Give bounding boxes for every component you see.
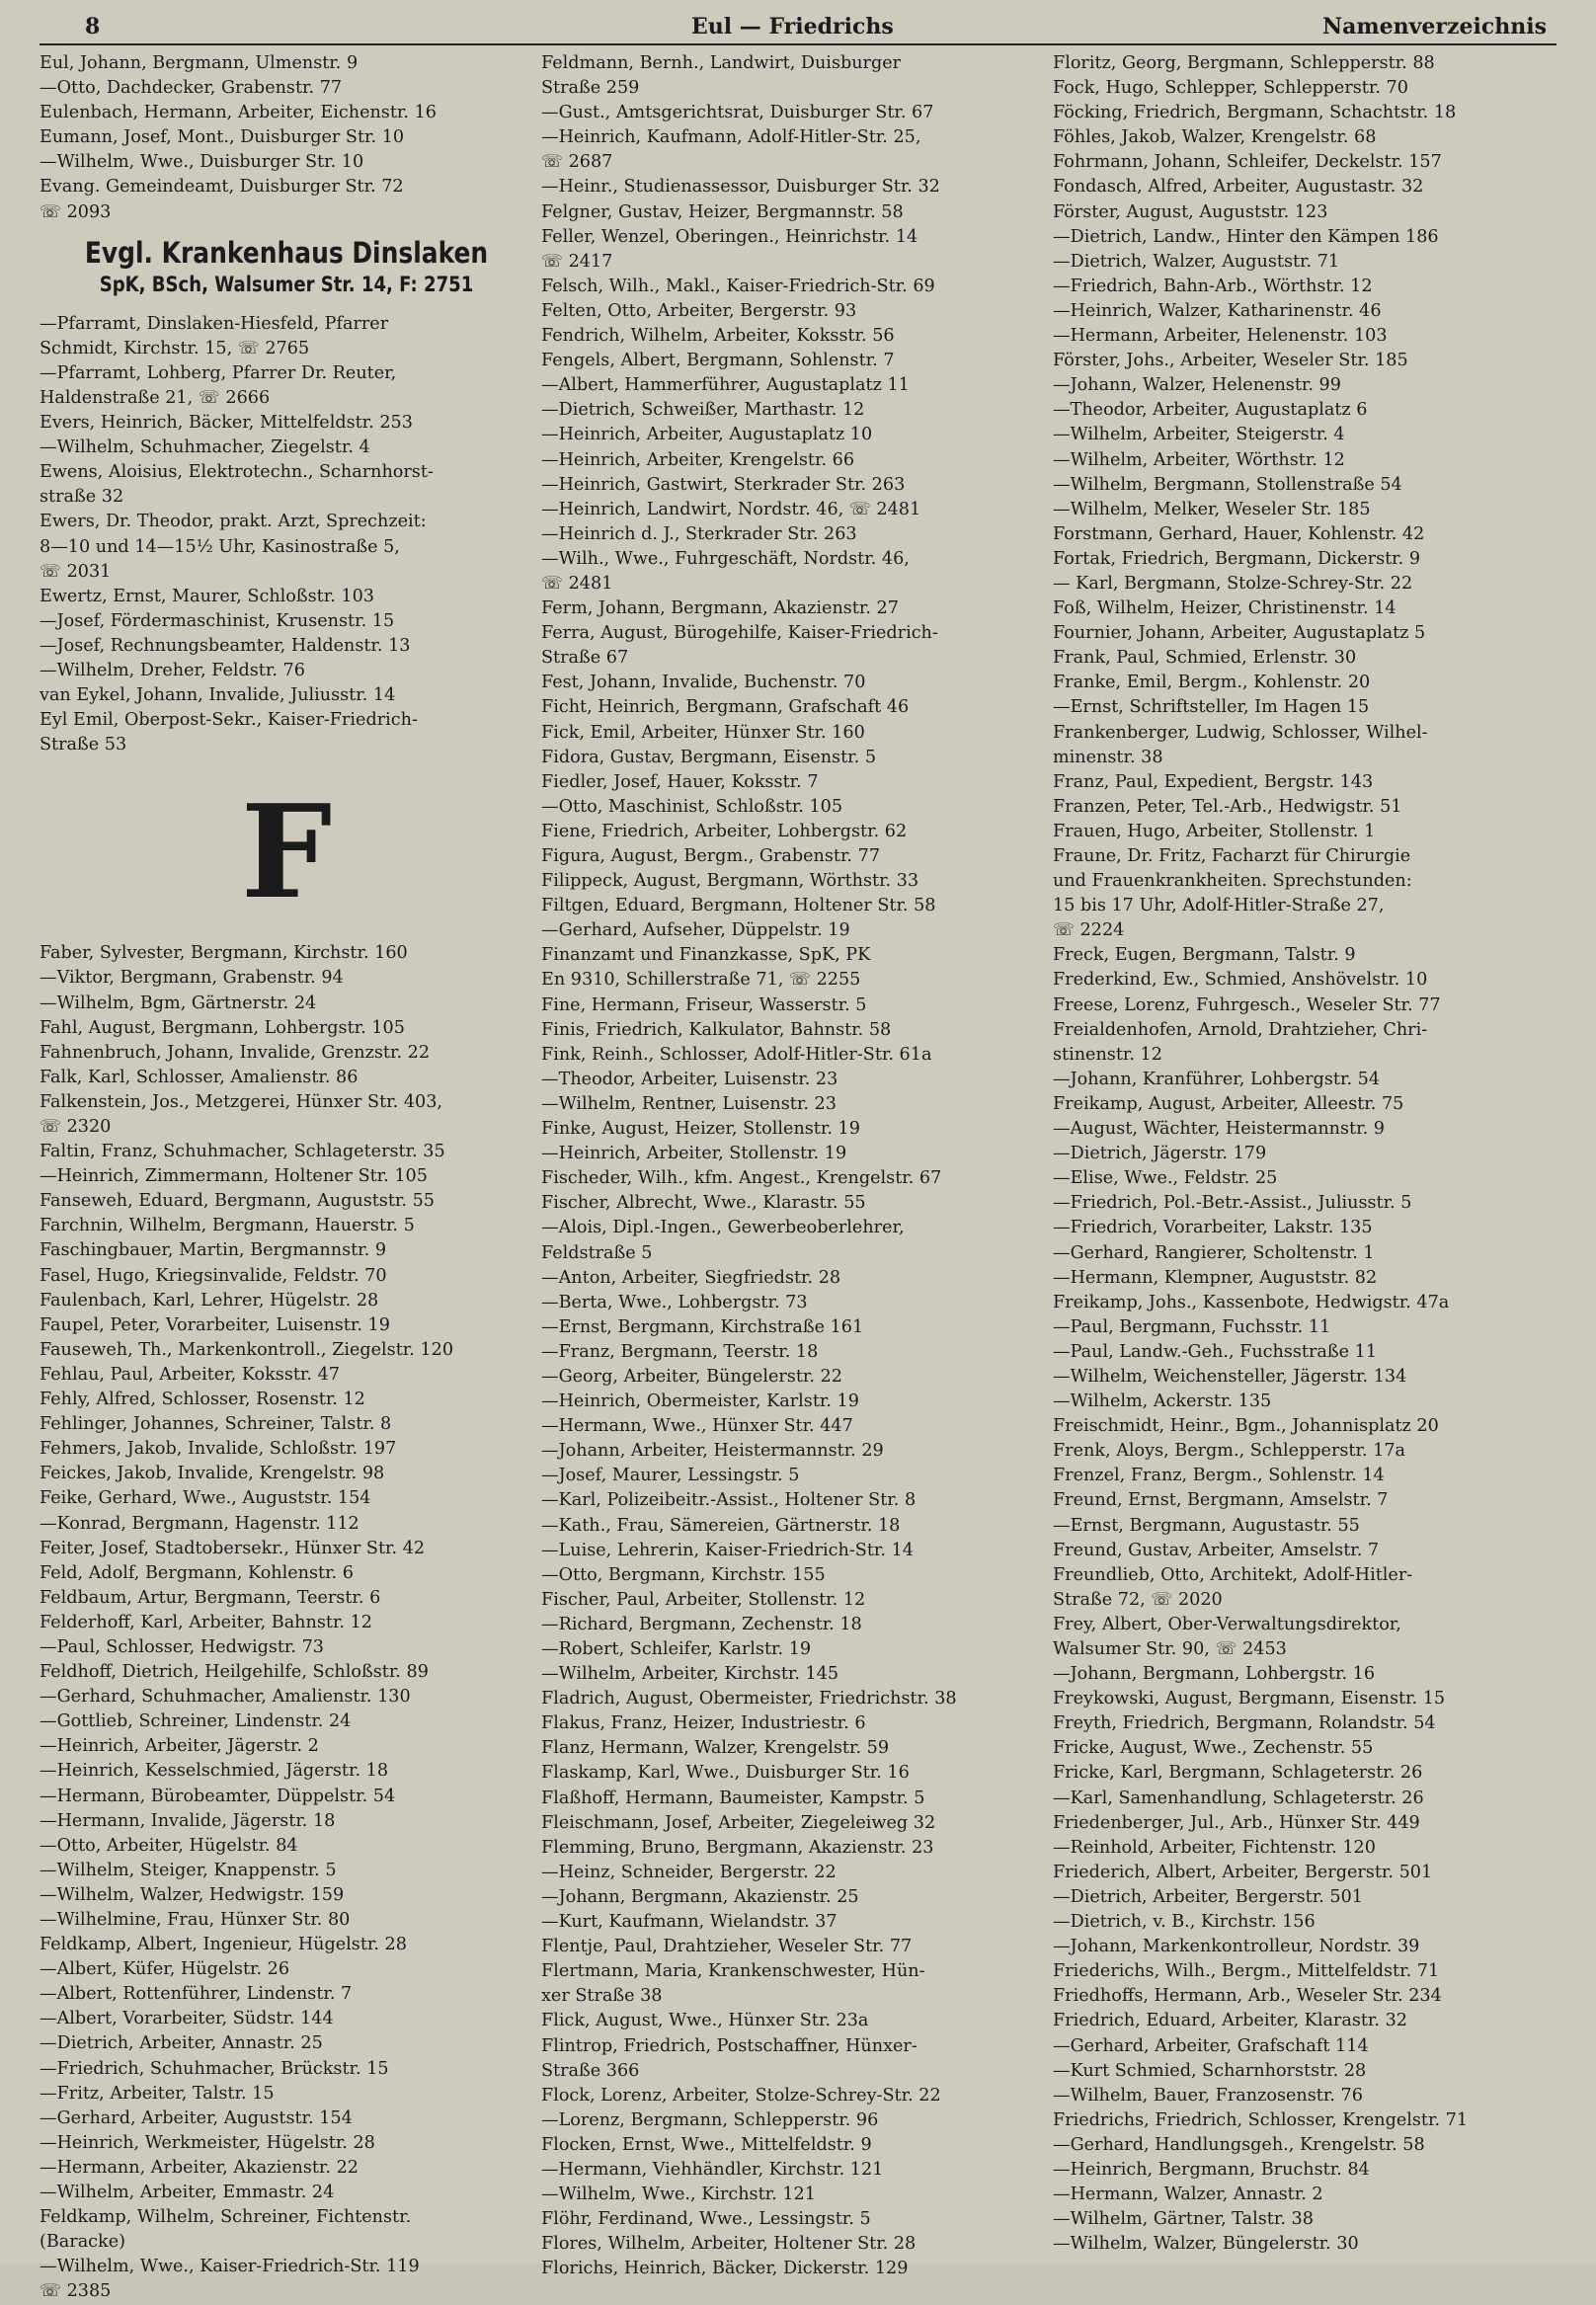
directory-entry: Freikamp, Johs., Kassenbote, Hedwigstr. 47a — [1053, 1292, 1450, 1312]
directory-entry: Foß, Wilhelm, Heizer, Christinenstr. 14 — [1053, 598, 1396, 619]
directory-entry: Freund, Ernst, Bergmann, Amselstr. 7 — [1053, 1490, 1389, 1511]
directory-entry: —Ernst, Schriftsteller, Im Hagen 15 — [1053, 697, 1370, 718]
directory-entry: 15 bis 17 Uhr, Adolf-Hitler-Straße 27, — [1053, 896, 1385, 916]
directory-entry: —Georg, Arbeiter, Büngelerstr. 22 — [541, 1366, 842, 1387]
directory-entry: Fehmers, Jakob, Invalide, Schloßstr. 197 — [40, 1439, 397, 1460]
directory-entry: Friedenberger, Jul., Arb., Hünxer Str. 449 — [1053, 1812, 1420, 1833]
directory-entry: Felten, Otto, Arbeiter, Bergerstr. 93 — [541, 300, 857, 321]
directory-entry: Flaßhoff, Hermann, Baumeister, Kampstr. 5 — [541, 1788, 925, 1808]
directory-entry: minenstr. 38 — [1053, 747, 1163, 767]
directory-entry: —Heinrich, Obermeister, Karlstr. 19 — [541, 1391, 859, 1412]
directory-entry: —Josef, Rechnungsbeamter, Haldenstr. 13 — [40, 635, 411, 656]
directory-entry: Falk, Karl, Schlosser, Amalienstr. 86 — [40, 1067, 359, 1087]
directory-entry: Fladrich, August, Obermeister, Friedrichstr. 38 — [541, 1689, 957, 1709]
directory-entry: —Gust., Amtsgerichtsrat, Duisburger Str. 67 — [541, 103, 934, 123]
directory-entry: Frenk, Aloys, Bergm., Schlepperstr. 17a — [1053, 1441, 1406, 1462]
directory-entry: Freialdenhofen, Arnold, Drahtzieher, Chri- — [1053, 1019, 1428, 1040]
directory-entry: Franke, Emil, Bergm., Kohlenstr. 20 — [1053, 673, 1371, 693]
directory-entry: Flintrop, Friedrich, Postschaffner, Hünxer- — [541, 2035, 918, 2056]
directory-entry: Falkenstein, Jos., Metzgerei, Hünxer Str. 403, — [40, 1091, 443, 1112]
directory-entry: Frenzel, Franz, Bergm., Sohlenstr. 14 — [1053, 1466, 1385, 1486]
directory-entry: Fohrmann, Johann, Schleifer, Deckelstr. 157 — [1053, 152, 1442, 173]
header-section-title: Namenverzeichnis — [1322, 14, 1547, 40]
directory-entry: stinenstr. 12 — [1053, 1044, 1162, 1065]
directory-entry: —Johann, Kranführer, Lohbergstr. 54 — [1053, 1069, 1381, 1089]
directory-entry: —Johann, Walzer, Helenenstr. 99 — [1053, 375, 1341, 396]
directory-entry: —Paul, Schlosser, Hedwigstr. 73 — [40, 1636, 324, 1657]
directory-entry: Flöhr, Ferdinand, Wwe., Lessingstr. 5 — [541, 2209, 871, 2230]
directory-entry: En 9310, Schillerstraße 71, ☏ 2255 — [541, 970, 861, 991]
directory-entry: —Josef, Fördermaschinist, Krusenstr. 15 — [40, 610, 395, 631]
directory-entry: —Josef, Maurer, Lessingstr. 5 — [541, 1466, 800, 1486]
directory-entry: Förster, Johs., Arbeiter, Weseler Str. 185 — [1053, 351, 1408, 371]
directory-entry: Fasel, Hugo, Kriegsinvalide, Feldstr. 70 — [40, 1265, 387, 1286]
directory-entry: —Ernst, Bergmann, Kirchstraße 161 — [541, 1316, 864, 1337]
directory-entry: Feldbaum, Artur, Bergmann, Teerstr. 6 — [40, 1587, 381, 1608]
directory-entry: ☏ 2093 — [40, 201, 112, 222]
directory-entry: Flemming, Bruno, Bergmann, Akazienstr. 23 — [541, 1837, 934, 1858]
directory-entry: —Albert, Rottenführer, Lindenstr. 7 — [40, 1984, 353, 2005]
directory-entry: —Friedrich, Pol.-Betr.-Assist., Juliusstr. 5 — [1053, 1193, 1412, 1214]
directory-entry: Fleischmann, Josef, Arbeiter, Ziegeleiweg 32 — [541, 1812, 936, 1833]
directory-entry: —Karl, Polizeibeitr.-Assist., Holtener Str. 8 — [541, 1490, 917, 1511]
directory-entry: —Wilhelm, Ackerstr. 135 — [1053, 1391, 1272, 1412]
directory-entry: straße 32 — [40, 487, 124, 508]
directory-entry: Föcking, Friedrich, Bergmann, Schachtstr. 18 — [1053, 103, 1457, 123]
directory-entry: —Wilhelmine, Frau, Hünxer Str. 80 — [40, 1910, 351, 1930]
hospital-advert — [40, 235, 533, 298]
directory-entry: Frey, Albert, Ober-Verwaltungsdirektor, — [1053, 1614, 1401, 1634]
directory-entry: —Hermann, Bürobeamter, Düppelstr. 54 — [40, 1786, 396, 1806]
directory-entry: Finanzamt und Finanzkasse, SpK, PK — [541, 945, 871, 966]
directory-entry: —Heinrich, Werkmeister, Hügelstr. 28 — [40, 2132, 375, 2153]
directory-entry: Fink, Reinh., Schlosser, Adolf-Hitler-Str. 61a — [541, 1044, 932, 1065]
directory-entry: Filippeck, August, Bergmann, Wörthstr. 33 — [541, 871, 919, 892]
directory-entry: Fraune, Dr. Fritz, Facharzt für Chirurgie — [1053, 846, 1411, 866]
directory-entry: —Gerhard, Aufseher, Düppelstr. 19 — [541, 920, 850, 941]
directory-entry: —Wilhelm, Weichensteller, Jägerstr. 134 — [1053, 1366, 1407, 1387]
directory-entry: —Heinrich, Arbeiter, Jägerstr. 2 — [40, 1736, 319, 1757]
directory-entry: Friederichs, Wilh., Bergm., Mittelfeldstr. 71 — [1053, 1961, 1440, 1982]
directory-entry: —Wilhelm, Dreher, Feldstr. 76 — [40, 660, 305, 680]
directory-entry: —Heinrich, Arbeiter, Krengelstr. 66 — [541, 449, 855, 470]
directory-entry: Fidora, Gustav, Bergmann, Eisenstr. 5 — [541, 747, 877, 767]
directory-entry: Feike, Gerhard, Wwe., Auguststr. 154 — [40, 1488, 371, 1509]
directory-entry: Faupel, Peter, Vorarbeiter, Luisenstr. 19 — [40, 1314, 390, 1335]
directory-entry: Feickes, Jakob, Invalide, Krengelstr. 98 — [40, 1464, 385, 1484]
directory-entry: —Robert, Schleifer, Karlstr. 19 — [541, 1639, 812, 1659]
directory-entry: 8—10 und 14—15½ Uhr, Kasinostraße 5, — [40, 536, 400, 557]
directory-entry: —Dietrich, Arbeiter, Annastr. 25 — [40, 2033, 323, 2054]
directory-entry: Forstmann, Gerhard, Hauer, Kohlenstr. 42 — [1053, 523, 1425, 544]
page-number: 8 — [85, 14, 101, 40]
directory-entry: —Otto, Dachdecker, Grabenstr. 77 — [40, 78, 343, 99]
directory-entry: Evang. Gemeindeamt, Duisburger Str. 72 — [40, 177, 404, 198]
directory-entry: Freischmidt, Heinr., Bgm., Johannisplatz 20 — [1053, 1416, 1439, 1437]
directory-entry: Faschingbauer, Martin, Bergmannstr. 9 — [40, 1240, 387, 1261]
directory-entry: Florichs, Heinrich, Bäcker, Dickerstr. 129 — [541, 2259, 909, 2279]
directory-entry: Ewers, Dr. Theodor, prakt. Arzt, Sprechzeit: — [40, 512, 427, 532]
directory-entry: Flores, Wilhelm, Arbeiter, Holtener Str. 28 — [541, 2234, 917, 2255]
page-header — [40, 10, 1556, 45]
directory-entry: —Wilhelm, Bergmann, Stollenstraße 54 — [1053, 474, 1402, 495]
column-1-entries-a — [40, 51, 533, 225]
directory-entry: —Heinrich, Kaufmann, Adolf-Hitler-Str. 25, — [541, 127, 921, 148]
directory-entry: —Wilhelm, Wwe., Duisburger Str. 10 — [40, 152, 364, 173]
directory-entry: —Elise, Wwe., Feldstr. 25 — [1053, 1168, 1278, 1189]
directory-entry: Ewens, Aloisius, Elektrotechn., Scharnhorst- — [40, 462, 434, 483]
directory-entry: —Hermann, Walzer, Annastr. 2 — [1053, 2185, 1323, 2205]
directory-entry: —Luise, Lehrerin, Kaiser-Friedrich-Str. 14 — [541, 1540, 914, 1560]
directory-entry: Ewertz, Ernst, Maurer, Schloßstr. 103 — [40, 586, 374, 606]
directory-entry: —Reinhold, Arbeiter, Fichtenstr. 120 — [1053, 1837, 1376, 1858]
directory-entry: —Johann, Bergmann, Akazienstr. 25 — [541, 1886, 859, 1907]
directory-entry: —Wilhelm, Arbeiter, Kirchstr. 145 — [541, 1664, 839, 1685]
directory-entry: —Kath., Frau, Sämereien, Gärtnerstr. 18 — [541, 1515, 901, 1536]
directory-entry: Fahl, August, Bergmann, Lohbergstr. 105 — [40, 1017, 405, 1038]
directory-entry: —Friedrich, Vorarbeiter, Lakstr. 135 — [1053, 1218, 1373, 1238]
directory-entry: Feldmann, Bernh., Landwirt, Duisburger — [541, 53, 902, 73]
directory-entry: Freck, Eugen, Bergmann, Talstr. 9 — [1053, 945, 1356, 966]
directory-entry: Straße 366 — [541, 2060, 640, 2081]
directory-entry: Eyl Emil, Oberpost-Sekr., Kaiser-Friedrich- — [40, 710, 418, 731]
directory-entry: Fiene, Friedrich, Arbeiter, Lohbergstr. 62 — [541, 821, 908, 841]
directory-entry: —Richard, Bergmann, Zechenstr. 18 — [541, 1614, 862, 1634]
header-range: Eul — Friedrichs — [691, 14, 894, 40]
directory-entry: —Dietrich, Arbeiter, Bergerstr. 501 — [1053, 1886, 1363, 1907]
directory-entry: (Baracke) — [40, 2232, 125, 2253]
directory-entry: —Ernst, Bergmann, Augustastr. 55 — [1053, 1515, 1360, 1536]
directory-entry: Fehlau, Paul, Arbeiter, Koksstr. 47 — [40, 1364, 340, 1385]
directory-entry: Franzen, Peter, Tel.-Arb., Hedwigstr. 51 — [1053, 796, 1402, 817]
directory-entry: Flaskamp, Karl, Wwe., Duisburger Str. 16 — [541, 1763, 910, 1784]
directory-entry: Förster, August, Auguststr. 123 — [1053, 201, 1328, 222]
directory-entry: Frankenberger, Ludwig, Schlosser, Wilhel- — [1053, 722, 1428, 743]
directory-entry: Figura, August, Bergm., Grabenstr. 77 — [541, 846, 881, 866]
directory-entry: Fortak, Friedrich, Bergmann, Dickerstr. 9 — [1053, 548, 1421, 569]
directory-entry: —August, Wächter, Heistermannstr. 9 — [1053, 1119, 1385, 1140]
column-3 — [1053, 51, 1556, 2257]
directory-entry: —Heinrich, Arbeiter, Stollenstr. 19 — [541, 1144, 847, 1164]
directory-entry: —Friedrich, Bahn-Arb., Wörthstr. 12 — [1053, 276, 1373, 296]
section-letter: F — [240, 776, 333, 928]
directory-entry: —Wilhelm, Steiger, Knappenstr. 5 — [40, 1860, 337, 1880]
directory-entry: —Viktor, Bergmann, Grabenstr. 94 — [40, 968, 344, 989]
directory-entry: Friedrichs, Friedrich, Schlosser, Krengelstr. 71 — [1053, 2109, 1469, 2130]
directory-entry: Ficht, Heinrich, Bergmann, Grafschaft 46 — [541, 697, 910, 718]
directory-entry: Fauseweh, Th., Markenkontroll., Ziegelstr. 120 — [40, 1339, 454, 1360]
directory-entry: Faulenbach, Karl, Lehrer, Hügelstr. 28 — [40, 1290, 379, 1311]
directory-entry: Farchnin, Wilhelm, Bergmann, Hauerstr. 5 — [40, 1216, 415, 1236]
directory-entry: Friedrich, Eduard, Arbeiter, Klarastr. 32 — [1053, 2011, 1407, 2031]
directory-entry: Filtgen, Eduard, Bergmann, Holtener Str. 58 — [541, 896, 936, 916]
advert-details: SpK, BSch, Walsumer Str. 14, F: 2751 — [99, 272, 474, 296]
directory-entry: —Otto, Arbeiter, Hügelstr. 84 — [40, 1835, 298, 1856]
directory-entry: —Wilhelm, Rentner, Luisenstr. 23 — [541, 1093, 837, 1114]
directory-entry: Eulenbach, Hermann, Arbeiter, Eichenstr. 16 — [40, 103, 437, 123]
advert-title: Evgl. Krankenhaus Dinslaken — [84, 235, 489, 270]
directory-entry: —Heinrich, Walzer, Katharinenstr. 46 — [1053, 300, 1382, 321]
directory-entry: Faber, Sylvester, Bergmann, Kirchstr. 160 — [40, 943, 408, 964]
directory-entry: —Hermann, Viehhändler, Kirchstr. 121 — [541, 2159, 884, 2180]
directory-entry: xer Straße 38 — [541, 1986, 663, 2007]
directory-entry: Freese, Lorenz, Fuhrgesch., Weseler Str. 77 — [1053, 994, 1441, 1015]
directory-entry: —Lorenz, Bergmann, Schlepperstr. 96 — [541, 2109, 879, 2130]
directory-entry: —Wilhelm, Bgm, Gärtnerstr. 24 — [40, 993, 317, 1013]
directory-entry: Straße 72, ☏ 2020 — [1053, 1589, 1223, 1610]
directory-entry: Straße 67 — [541, 648, 629, 669]
directory-entry: Felgner, Gustav, Heizer, Bergmannstr. 58 — [541, 201, 904, 222]
directory-entry: Fehly, Alfred, Schlosser, Rosenstr. 12 — [40, 1390, 365, 1410]
directory-entry: —Theodor, Arbeiter, Augustaplatz 6 — [1053, 400, 1368, 421]
directory-entry: —Dietrich, Landw., Hinter den Kämpen 186 — [1053, 226, 1439, 247]
directory-entry: Flock, Lorenz, Arbeiter, Stolze-Schrey-Str. 22 — [541, 2085, 941, 2106]
directory-entry: ☏ 2687 — [541, 152, 613, 173]
directory-entry: —Wilhelm, Arbeiter, Wörthstr. 12 — [1053, 449, 1345, 470]
directory-entry: Freykowski, August, Bergmann, Eisenstr. 15 — [1053, 1689, 1446, 1709]
directory-entry: Schmidt, Kirchstr. 15, ☏ 2765 — [40, 338, 310, 358]
directory-entry: —Wilhelm, Wwe., Kaiser-Friedrich-Str. 119 — [40, 2257, 420, 2277]
directory-entry: —Johann, Arbeiter, Heistermannstr. 29 — [541, 1441, 884, 1462]
directory-entry: —Heinrich, Landwirt, Nordstr. 46, ☏ 2481 — [541, 499, 921, 519]
directory-entry: —Otto, Maschinist, Schloßstr. 105 — [541, 796, 843, 817]
directory-entry: Eumann, Josef, Mont., Duisburger Str. 10 — [40, 127, 405, 148]
directory-entry: —Wilh., Wwe., Fuhrgeschäft, Nordstr. 46, — [541, 548, 910, 569]
directory-entry: Felsch, Wilh., Makl., Kaiser-Friedrich-Str. 69 — [541, 276, 935, 296]
directory-entry: Franz, Paul, Expedient, Bergstr. 143 — [1053, 771, 1374, 792]
directory-entry: —Heinz, Schneider, Bergerstr. 22 — [541, 1862, 837, 1882]
directory-entry: Faltin, Franz, Schuhmacher, Schlageterstr. 35 — [40, 1142, 445, 1162]
directory-entry: Fiedler, Josef, Hauer, Koksstr. 7 — [541, 771, 819, 792]
directory-entry: —Hermann, Arbeiter, Akazienstr. 22 — [40, 2157, 359, 2178]
directory-entry: ☏ 2031 — [40, 561, 112, 582]
directory-entry: Finis, Friedrich, Kalkulator, Bahnstr. 58 — [541, 1019, 892, 1040]
directory-entry: ☏ 2417 — [541, 251, 613, 272]
directory-entry: Feldhoff, Dietrich, Heilgehilfe, Schloßstr. 89 — [40, 1662, 429, 1683]
directory-entry: Freund, Gustav, Arbeiter, Amselstr. 7 — [1053, 1540, 1380, 1560]
directory-entry: —Pfarramt, Dinslaken-Hiesfeld, Pfarrer — [40, 313, 389, 334]
directory-entry: Evers, Heinrich, Bäcker, Mittelfeldstr. 253 — [40, 413, 413, 434]
directory-entry: van Eykel, Johann, Invalide, Juliusstr. 14 — [40, 685, 396, 706]
directory-entry: Fournier, Johann, Arbeiter, Augustaplatz 5 — [1053, 623, 1426, 644]
directory-entry: —Hermann, Invalide, Jägerstr. 18 — [40, 1810, 336, 1831]
directory-entry: —Wilhelm, Bauer, Franzosenstr. 76 — [1053, 2085, 1363, 2106]
directory-entry: Feller, Wenzel, Oberingen., Heinrichstr. 14 — [541, 226, 918, 247]
column-1-entries-c — [40, 941, 533, 2304]
directory-entry: —Dietrich, Walzer, Auguststr. 71 — [1053, 251, 1340, 272]
directory-entry: —Albert, Hammerführer, Augustaplatz 11 — [541, 375, 910, 396]
directory-entry: —Hermann, Arbeiter, Helenenstr. 103 — [1053, 326, 1388, 347]
directory-entry: —Dietrich, v. B., Kirchstr. 156 — [1053, 1912, 1316, 1933]
directory-entry: —Paul, Landw.-Geh., Fuchsstraße 11 — [1053, 1341, 1378, 1362]
directory-entry: Fanseweh, Eduard, Bergmann, Auguststr. 55 — [40, 1191, 435, 1212]
directory-entry: —Gerhard, Handlungsgeh., Krengelstr. 58 — [1053, 2134, 1425, 2155]
directory-entry: Friederich, Albert, Arbeiter, Bergerstr. 501 — [1053, 1862, 1433, 1882]
directory-entry: Fine, Hermann, Friseur, Wasserstr. 5 — [541, 994, 867, 1015]
directory-entry: —Kurt Schmied, Scharnhorststr. 28 — [1053, 2060, 1367, 2081]
directory-entry: —Wilhelm, Gärtner, Talstr. 38 — [1053, 2209, 1314, 2230]
directory-entry: —Wilhelm, Walzer, Hedwigstr. 159 — [40, 1884, 345, 1905]
directory-entry: —Berta, Wwe., Lohbergstr. 73 — [541, 1292, 808, 1312]
directory-entry: Fischeder, Wilh., kfm. Angest., Krengelstr. 67 — [541, 1168, 942, 1189]
directory-entry: Eul, Johann, Bergmann, Ulmenstr. 9 — [40, 53, 359, 73]
directory-entry: —Heinrich, Gastwirt, Sterkrader Str. 263 — [541, 474, 906, 495]
directory-entry: ☏ 2320 — [40, 1117, 112, 1137]
directory-entry: —Heinrich d. J., Sterkrader Str. 263 — [541, 523, 857, 544]
directory-entry: Fehlinger, Johannes, Schreiner, Talstr. 8 — [40, 1414, 392, 1435]
directory-entry: —Heinrich, Bergmann, Bruchstr. 84 — [1053, 2159, 1370, 2180]
directory-entry: Fahnenbruch, Johann, Invalide, Grenzstr. 22 — [40, 1042, 431, 1063]
directory-entry: —Hermann, Wwe., Hünxer Str. 447 — [541, 1416, 853, 1437]
directory-entry: —Dietrich, Jägerstr. 179 — [1053, 1144, 1267, 1164]
directory-entry: Fendrich, Wilhelm, Arbeiter, Koksstr. 56 — [541, 326, 895, 347]
directory-entry: Ferm, Johann, Bergmann, Akazienstr. 27 — [541, 598, 899, 619]
directory-entry: Felderhoff, Karl, Arbeiter, Bahnstr. 12 — [40, 1612, 372, 1632]
directory-entry: —Dietrich, Schweißer, Marthastr. 12 — [541, 400, 865, 421]
directory-entry: —Franz, Bergmann, Teerstr. 18 — [541, 1341, 819, 1362]
directory-entry: Feldkamp, Wilhelm, Schreiner, Fichtenstr. — [40, 2207, 412, 2228]
directory-entry: —Wilhelm, Arbeiter, Steigerstr. 4 — [1053, 425, 1345, 445]
directory-entry: Frauen, Hugo, Arbeiter, Stollenstr. 1 — [1053, 821, 1376, 841]
directory-entry: Flocken, Ernst, Wwe., Mittelfeldstr. 9 — [541, 2134, 872, 2155]
directory-entry: —Theodor, Arbeiter, Luisenstr. 23 — [541, 1069, 838, 1089]
directory-entry: —Johann, Markenkontrolleur, Nordstr. 39 — [1053, 1937, 1420, 1957]
directory-entry: Floritz, Georg, Bergmann, Schlepperstr. 88 — [1053, 53, 1435, 73]
directory-entry: —Heinrich, Arbeiter, Augustaplatz 10 — [541, 425, 873, 445]
directory-entry: Fick, Emil, Arbeiter, Hünxer Str. 160 — [541, 722, 865, 743]
directory-entry: —Albert, Küfer, Hügelstr. 26 — [40, 1959, 290, 1980]
directory-entry: Fest, Johann, Invalide, Buchenstr. 70 — [541, 673, 866, 693]
directory-entry: Fricke, August, Wwe., Zechenstr. 55 — [1053, 1738, 1374, 1759]
directory-entry: —Heinrich, Zimmermann, Holtener Str. 105 — [40, 1166, 428, 1187]
directory-entry: —Johann, Bergmann, Lohbergstr. 16 — [1053, 1664, 1376, 1685]
directory-entry: —Paul, Bergmann, Fuchsstr. 11 — [1053, 1316, 1331, 1337]
directory-entry: —Gerhard, Schuhmacher, Amalienstr. 130 — [40, 1687, 411, 1708]
directory-entry: Feld, Adolf, Bergmann, Kohlenstr. 6 — [40, 1562, 354, 1583]
directory-entry: —Hermann, Klempner, Auguststr. 82 — [1053, 1267, 1378, 1288]
directory-entry: ☏ 2481 — [541, 573, 613, 594]
directory-entry: Freundlieb, Otto, Architekt, Adolf-Hitler- — [1053, 1564, 1413, 1585]
column-1-entries-b — [40, 312, 533, 758]
directory-entry: ☏ 2224 — [1053, 920, 1125, 941]
directory-entry: Freikamp, August, Arbeiter, Alleestr. 75 — [1053, 1093, 1404, 1114]
directory-entry: Freyth, Friedrich, Bergmann, Rolandstr. 54 — [1053, 1713, 1436, 1734]
directory-entry: Flick, August, Wwe., Hünxer Str. 23a — [541, 2011, 869, 2031]
directory-entry: Haldenstraße 21, ☏ 2666 — [40, 387, 271, 408]
directory-entry: Fricke, Karl, Bergmann, Schlageterstr. 26 — [1053, 1763, 1423, 1784]
directory-entry: —Gerhard, Arbeiter, Grafschaft 114 — [1053, 2035, 1369, 2056]
directory-entry: Föhles, Jakob, Walzer, Krengelstr. 68 — [1053, 127, 1377, 148]
directory-entry: —Gerhard, Rangierer, Scholtenstr. 1 — [1053, 1242, 1375, 1263]
directory-entry: —Karl, Samenhandlung, Schlageterstr. 26 — [1053, 1788, 1424, 1808]
directory-entry: Feldstraße 5 — [541, 1242, 653, 1263]
directory-entry: —Fritz, Arbeiter, Talstr. 15 — [40, 2083, 275, 2104]
directory-entry: — Karl, Bergmann, Stolze-Schrey-Str. 22 — [1053, 573, 1413, 594]
directory-entry: Flanz, Hermann, Walzer, Krengelstr. 59 — [541, 1738, 890, 1759]
directory-entry: Flertmann, Maria, Krankenschwester, Hün- — [541, 1961, 925, 1982]
directory-entry: Straße 53 — [40, 735, 127, 755]
directory-entry: Fondasch, Alfred, Arbeiter, Augustastr. 32 — [1053, 177, 1424, 198]
directory-entry: —Wilhelm, Melker, Weseler Str. 185 — [1053, 499, 1371, 519]
directory-entry: —Gottlieb, Schreiner, Lindenstr. 24 — [40, 1711, 352, 1732]
directory-entry: —Heinr., Studienassessor, Duisburger Str. 32 — [541, 177, 940, 198]
directory-entry: Feiter, Josef, Stadtobersekr., Hünxer Str. 42 — [40, 1538, 426, 1558]
directory-entry: —Heinrich, Kesselschmied, Jägerstr. 18 — [40, 1761, 389, 1782]
directory-entry: Frank, Paul, Schmied, Erlenstr. 30 — [1053, 648, 1357, 669]
directory-entry: —Alois, Dipl.-Ingen., Gewerbeoberlehrer, — [541, 1218, 905, 1238]
directory-entry: und Frauenkrankheiten. Sprechstunden: — [1053, 871, 1412, 892]
directory-entry: Feldkamp, Albert, Ingenieur, Hügelstr. 28 — [40, 1935, 407, 1955]
directory-entry: Fischer, Albrecht, Wwe., Klarastr. 55 — [541, 1193, 866, 1214]
directory-entry: —Albert, Vorarbeiter, Südstr. 144 — [40, 2009, 334, 2029]
directory-entry: Flakus, Franz, Heizer, Industriestr. 6 — [541, 1713, 866, 1734]
directory-entry: Flentje, Paul, Drahtzieher, Weseler Str. 77 — [541, 1937, 913, 1957]
directory-entry: —Gerhard, Arbeiter, Auguststr. 154 — [40, 2107, 353, 2128]
directory-entry: —Wilhelm, Schuhmacher, Ziegelstr. 4 — [40, 437, 370, 458]
directory-entry: Finke, August, Heizer, Stollenstr. 19 — [541, 1119, 860, 1140]
directory-entry: —Anton, Arbeiter, Siegfriedstr. 28 — [541, 1267, 841, 1288]
directory-entry: ☏ 2385 — [40, 2281, 112, 2302]
directory-entry: —Konrad, Bergmann, Hagenstr. 112 — [40, 1513, 359, 1534]
directory-entry: Straße 259 — [541, 78, 640, 99]
directory-entry: —Friedrich, Schuhmacher, Brückstr. 15 — [40, 2058, 389, 2079]
directory-entry: —Wilhelm, Wwe., Kirchstr. 121 — [541, 2185, 816, 2205]
directory-entry: Fengels, Albert, Bergmann, Sohlenstr. 7 — [541, 351, 895, 371]
directory-entry: Fischer, Paul, Arbeiter, Stollenstr. 12 — [541, 1589, 866, 1610]
directory-entry: Ferra, August, Bürogehilfe, Kaiser-Friedrich- — [541, 623, 938, 644]
column-2 — [541, 51, 1045, 2281]
directory-entry: Frederkind, Ew., Schmied, Anshövelstr. 10 — [1053, 970, 1428, 991]
directory-entry: —Wilhelm, Walzer, Büngelerstr. 30 — [1053, 2234, 1359, 2255]
column-1 — [40, 51, 533, 2305]
directory-entry: Friedhoffs, Hermann, Arb., Weseler Str. 234 — [1053, 1986, 1442, 2007]
directory-entry: —Wilhelm, Arbeiter, Emmastr. 24 — [40, 2183, 335, 2203]
directory-entry: —Kurt, Kaufmann, Wielandstr. 37 — [541, 1912, 838, 1933]
directory-entry: Walsumer Str. 90, ☏ 2453 — [1053, 1639, 1287, 1659]
directory-entry: Fock, Hugo, Schlepper, Schlepperstr. 70 — [1053, 78, 1408, 99]
directory-entry: —Otto, Bergmann, Kirchstr. 155 — [541, 1564, 826, 1585]
directory-entry: —Pfarramt, Lohberg, Pfarrer Dr. Reuter, — [40, 362, 397, 383]
